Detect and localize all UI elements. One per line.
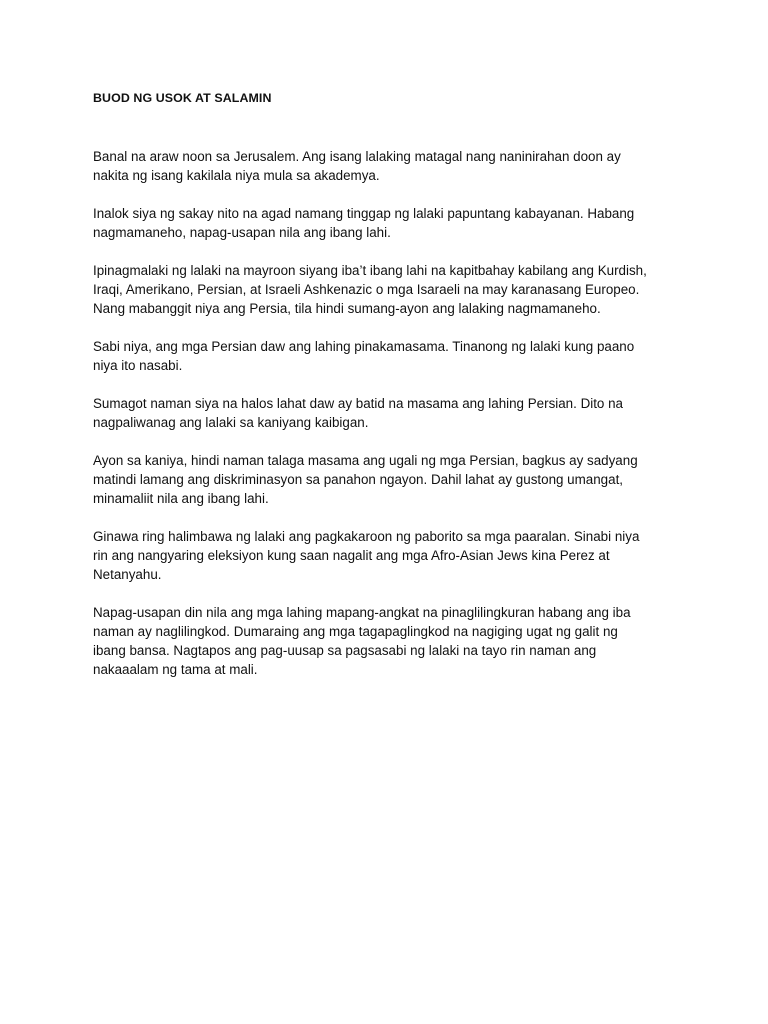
paragraph-line: Napag-usapan din nila ang mga lahing mapang-angkat na pinaglilingkuran habang ang iba (93, 605, 631, 620)
paragraph-5 (93, 394, 693, 432)
paragraph-line: ibang bansa. Nagtapos ang pag-uusap sa pagsasabi ng lalaki na tayo rin naman ang (93, 643, 597, 658)
document-title: BUOD NG USOK AT SALAMIN (93, 91, 272, 105)
paragraph-line: Ginawa ring halimbawa ng lalaki ang pagkakaroon ng paborito sa mga paaralan. Sinabi niya (93, 529, 640, 544)
paragraph-line: matindi lamang ang diskriminasyon sa panahon ngayon. Dahil lahat ay gustong umangat, (93, 472, 624, 487)
paragraph-line: nakaaalam ng tama at mali. (93, 662, 258, 677)
paragraph-line: Ayon sa kaniya, hindi naman talaga masama ang ugali ng mga Persian, bagkus ay sadyang (93, 453, 638, 468)
paragraph-line: Netanyahu. (93, 567, 162, 582)
paragraph-3 (93, 261, 693, 318)
paragraph-line: naman ay naglilingkod. Dumaraing ang mga tagapaglingkod na nagiging ugat ng galit ng (93, 624, 618, 639)
paragraph-line: Iraqi, Amerikano, Persian, at Israeli Ashkenazic o mga Isaraeli na may karanasang Europeo. (93, 282, 640, 297)
paragraph-2 (93, 204, 693, 242)
paragraph-line: rin ang nangyaring eleksiyon kung saan nagalit ang mga Afro-Asian Jews kina Perez at (93, 548, 610, 563)
paragraph-7 (93, 527, 693, 584)
paragraph-line: minamaliit nila ang ibang lahi. (93, 491, 269, 506)
paragraph-line: Ipinagmalaki ng lalaki na mayroon siyang iba’t ibang lahi na kapitbahay kabilang ang Kurdish, (93, 263, 647, 278)
paragraph-line: Banal na araw noon sa Jerusalem. Ang isang lalaking matagal nang naninirahan doon ay (93, 149, 621, 164)
paragraph-line: Sumagot naman siya na halos lahat daw ay batid na masama ang lahing Persian. Dito na (93, 396, 623, 411)
paragraph-line: Inalok siya ng sakay nito na agad namang tinggap ng lalaki papuntang kabayanan. Habang (93, 206, 635, 221)
paragraph-line: Nang mabanggit niya ang Persia, tila hindi sumang-ayon ang lalaking nagmamaneho. (93, 301, 601, 316)
paragraph-line: Sabi niya, ang mga Persian daw ang lahing pinakamasama. Tinanong ng lalaki kung paano (93, 339, 635, 354)
paragraph-line: niya ito nasabi. (93, 358, 183, 373)
paragraph-4 (93, 337, 693, 375)
paragraph-line: nagmamaneho, napag-usapan nila ang ibang lahi. (93, 225, 391, 240)
document-body (93, 89, 693, 698)
paragraph-6 (93, 451, 693, 508)
paragraph-line: nakita ng isang kakilala niya mula sa akademya. (93, 168, 380, 183)
paragraph-line: nagpaliwanag ang lalaki sa kaniyang kaibigan. (93, 415, 369, 430)
paragraph-1 (93, 147, 693, 185)
paragraph-8 (93, 603, 693, 679)
